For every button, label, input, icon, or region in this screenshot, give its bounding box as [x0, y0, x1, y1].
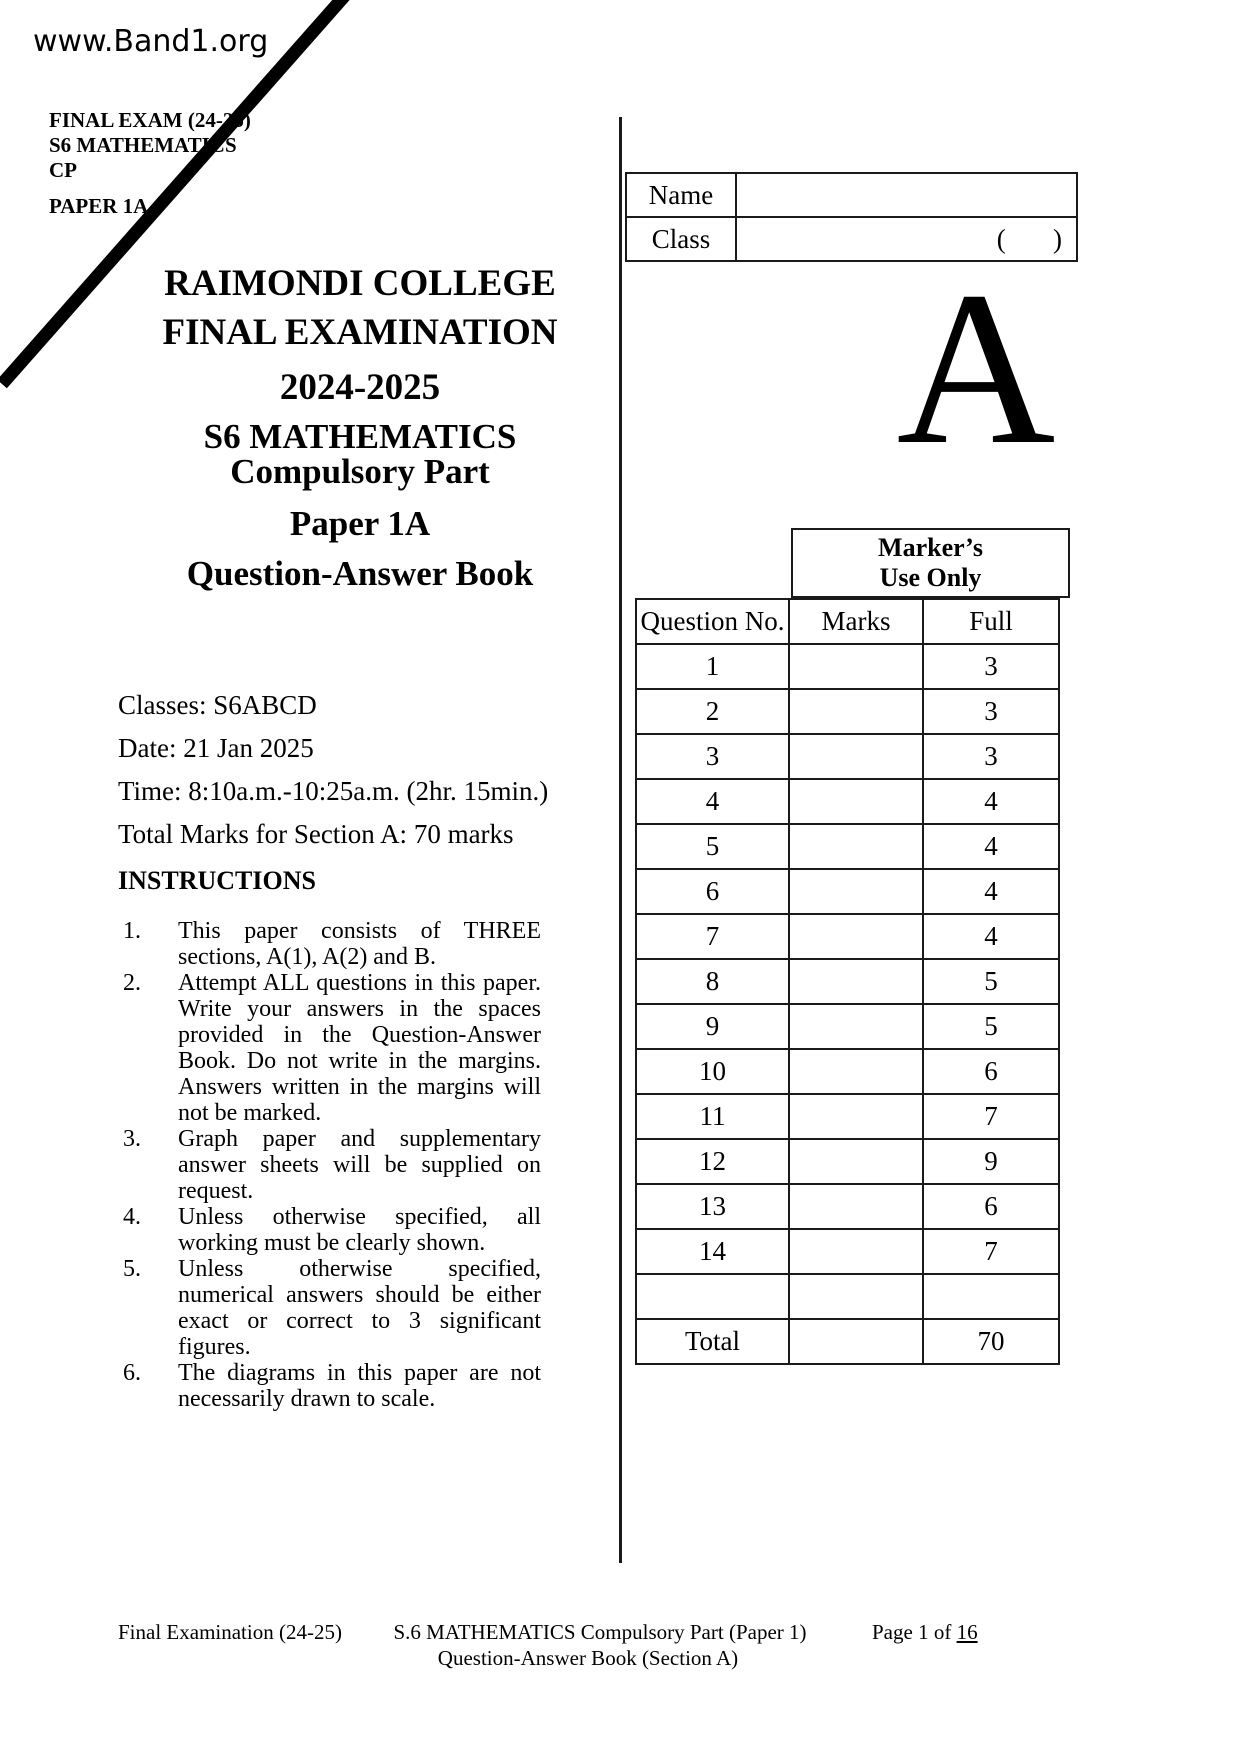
marks-table-row: [636, 734, 1059, 779]
marks-cell: [789, 1184, 923, 1229]
marks-cell: [789, 914, 923, 959]
instruction-number: 2.: [123, 970, 141, 996]
instruction-item: [123, 1256, 543, 1360]
marks-cell: [789, 1274, 923, 1319]
marks-table-row: [636, 689, 1059, 734]
section-letter: A: [896, 246, 1056, 490]
marks-table: [635, 598, 1060, 1365]
instruction-text: The diagrams in this paper are not necessarily drawn to scale.: [178, 1360, 541, 1412]
detail-total-marks: Total Marks for Section A: 70 marks: [118, 819, 514, 849]
marks-table-row: [636, 779, 1059, 824]
full-marks-cell: 7: [923, 1229, 1059, 1274]
question-no-cell: 13: [636, 1184, 789, 1229]
school-title: RAIMONDI COLLEGE: [164, 263, 556, 304]
marks-cell: [789, 824, 923, 869]
marks-table-row: [636, 1139, 1059, 1184]
marks-table-row: [636, 869, 1059, 914]
corner-header: [49, 108, 251, 183]
instruction-number: 3.: [123, 1126, 141, 1152]
question-no-cell: 7: [636, 914, 789, 959]
marks-table-row: [636, 1319, 1059, 1364]
marks-table-row: [636, 644, 1059, 689]
book-title: Question-Answer Book: [186, 554, 534, 593]
name-label: Name: [626, 173, 736, 217]
footer-page-total: 16: [956, 1620, 978, 1644]
instruction-number: 1.: [123, 918, 141, 944]
paper-title: Paper 1A: [289, 504, 431, 543]
question-no-cell: [636, 1274, 789, 1319]
full-marks-cell: 70: [923, 1319, 1059, 1364]
marks-table-row: [636, 1229, 1059, 1274]
column-header-question-no: Question No.: [636, 599, 789, 644]
full-marks-cell: 5: [923, 1004, 1059, 1049]
full-marks-cell: 4: [923, 869, 1059, 914]
instruction-item: [123, 970, 543, 1126]
question-no-cell: 2: [636, 689, 789, 734]
exam-year: 2024-2025: [279, 367, 441, 408]
marks-table-row: [636, 1094, 1059, 1139]
full-marks-cell: 6: [923, 1184, 1059, 1229]
corner-paper-label: PAPER 1A: [49, 194, 149, 218]
full-marks-cell: 7: [923, 1094, 1059, 1139]
instruction-item: [123, 1204, 543, 1256]
marks-table-row: [636, 824, 1059, 869]
instruction-text: Unless otherwise specified, all working must be clearly shown.: [178, 1204, 541, 1256]
marks-cell: [789, 869, 923, 914]
question-no-cell: 12: [636, 1139, 789, 1184]
footer-book-line: Question-Answer Book (Section A): [437, 1646, 739, 1670]
exam-details: [118, 684, 548, 856]
marks-table-header-row: [636, 599, 1059, 644]
marks-table-row: [636, 959, 1059, 1004]
marks-table-body: [636, 599, 1059, 1364]
instruction-text: Unless otherwise specified, numerical answers should be either exact or correct to 3 significant figures.: [178, 1256, 541, 1360]
footer-page-number: [872, 1620, 978, 1645]
markers-use-only-box: [791, 528, 1070, 598]
question-no-cell: 1: [636, 644, 789, 689]
instruction-item: [123, 1126, 543, 1204]
full-marks-cell: [923, 1274, 1059, 1319]
marks-cell: [789, 1139, 923, 1184]
watermark-url: www.Band1.org: [33, 24, 269, 59]
corner-header-line3: CP: [49, 158, 77, 182]
class-label: Class: [626, 217, 736, 261]
marks-table-row: [636, 1184, 1059, 1229]
marks-cell: [789, 1319, 923, 1364]
instruction-item: [123, 918, 543, 970]
instructions-list: [123, 918, 543, 1412]
corner-header-line1: FINAL EXAM (24-25): [49, 108, 251, 132]
instruction-number: 5.: [123, 1256, 141, 1282]
subject-title: S6 MATHEMATICS: [203, 417, 517, 456]
detail-classes: Classes: S6ABCD: [118, 690, 317, 720]
question-no-cell: 4: [636, 779, 789, 824]
markers-use-only-line1: Marker’s: [878, 533, 983, 562]
question-no-cell: Total: [636, 1319, 789, 1364]
question-no-cell: 8: [636, 959, 789, 1004]
marks-cell: [789, 644, 923, 689]
marks-table-row: [636, 914, 1059, 959]
instruction-number: 6.: [123, 1360, 141, 1386]
instruction-item: [123, 1360, 543, 1412]
full-marks-cell: 4: [923, 824, 1059, 869]
full-marks-cell: 3: [923, 734, 1059, 779]
column-header-marks: Marks: [789, 599, 923, 644]
full-marks-cell: 3: [923, 644, 1059, 689]
marks-table-row: [636, 1049, 1059, 1094]
page-column-divider: [619, 117, 622, 1563]
marks-cell: [789, 1049, 923, 1094]
instruction-text: Graph paper and supplementary answer sheets will be supplied on request.: [178, 1126, 541, 1204]
marks-cell: [789, 959, 923, 1004]
question-no-cell: 14: [636, 1229, 789, 1274]
instruction-number: 4.: [123, 1204, 141, 1230]
markers-use-only-line2: Use Only: [879, 563, 982, 592]
marks-cell: [789, 734, 923, 779]
question-no-cell: 9: [636, 1004, 789, 1049]
detail-date: Date: 21 Jan 2025: [118, 733, 314, 763]
marks-cell: [789, 779, 923, 824]
corner-header-line2: S6 MATHEMATICS: [49, 133, 237, 157]
name-row: [626, 173, 1077, 217]
question-no-cell: 10: [636, 1049, 789, 1094]
full-marks-cell: 4: [923, 914, 1059, 959]
marks-cell: [789, 1004, 923, 1049]
exam-title: FINAL EXAMINATION: [162, 312, 558, 353]
column-header-full: Full: [923, 599, 1059, 644]
marks-cell: [789, 1094, 923, 1139]
marks-table-row: [636, 1004, 1059, 1049]
instruction-text: This paper consists of THREE sections, A(1), A(2) and B.: [178, 918, 541, 970]
question-no-cell: 3: [636, 734, 789, 779]
marks-cell: [789, 689, 923, 734]
class-number-parentheses: ( ): [996, 223, 1062, 254]
instructions-heading: INSTRUCTIONS: [118, 866, 316, 895]
full-marks-cell: 3: [923, 689, 1059, 734]
full-marks-cell: 9: [923, 1139, 1059, 1184]
footer-exam-name: Final Examination (24-25): [118, 1620, 342, 1644]
footer-subject-line: S.6 MATHEMATICS Compulsory Part (Paper 1): [393, 1620, 807, 1644]
full-marks-cell: 6: [923, 1049, 1059, 1094]
subject-part: Compulsory Part: [230, 452, 490, 491]
detail-time: Time: 8:10a.m.-10:25a.m. (2hr. 15min.): [118, 776, 549, 806]
question-no-cell: 11: [636, 1094, 789, 1139]
marks-cell: [789, 1229, 923, 1274]
question-no-cell: 5: [636, 824, 789, 869]
footer-page-prefix: Page 1 of: [872, 1620, 957, 1644]
full-marks-cell: 5: [923, 959, 1059, 1004]
instruction-text: Attempt ALL questions in this paper. Write your answers in the spaces provided in the Question-Answer Book. Do not write in the margins. Answers written in the margins will not be marked.: [178, 970, 541, 1126]
question-no-cell: 6: [636, 869, 789, 914]
name-value-cell: [736, 173, 1077, 217]
marks-table-row: [636, 1274, 1059, 1319]
full-marks-cell: 4: [923, 779, 1059, 824]
